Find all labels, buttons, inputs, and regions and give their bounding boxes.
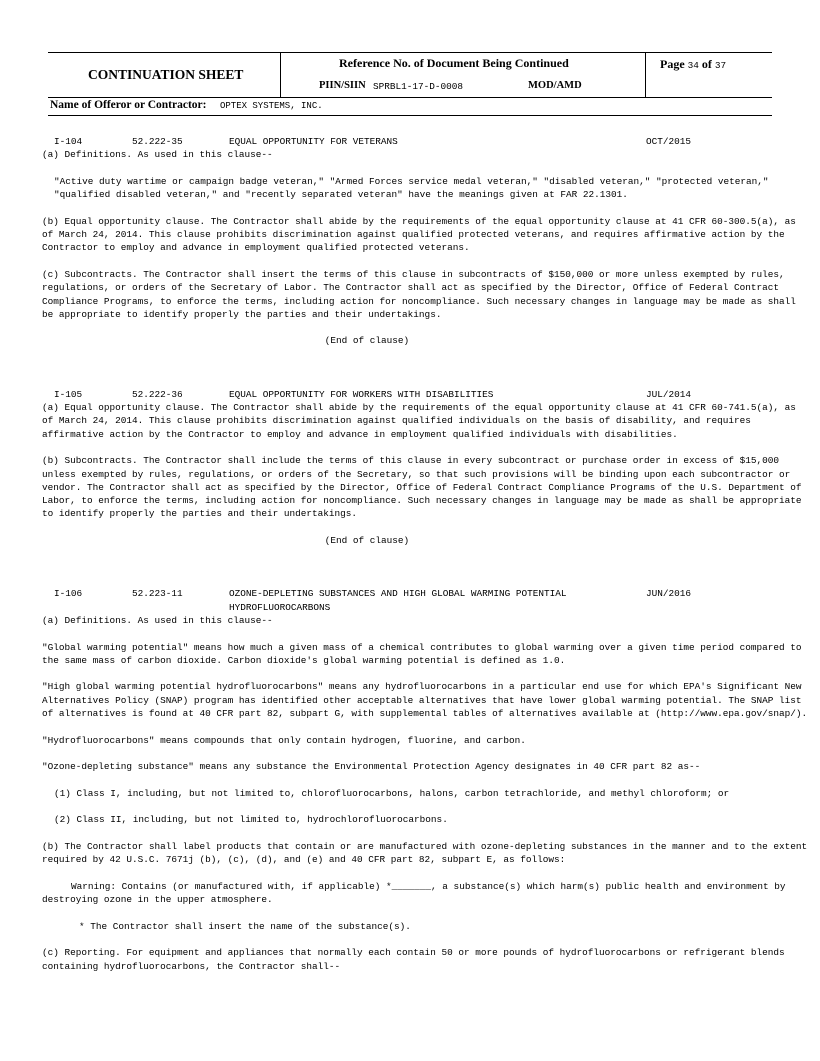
clause-paragraph: (b) Subcontracts. The Contractor shall include the terms of this clause in every subcontract or purchase order in excess of $15,000 unless exempted by rules, regulations, or orders of the Secretary, so that such provisions will be binding upon each subcontractor or vendor. The Contractor shall act as specified by the Director, Office of Federal Contract Compliance Programs of the U.S. Department of Labor, to enforce the terms, including action for noncompliance. Such necessary changes in language may be made as shall be appropriate to identify properly the parties and their undertakings. [42,455,802,520]
piin-label: PIIN/SIIN [319,80,366,91]
clause-paragraph: (2) Class II, including, but not limited to, hydrochlorofluorocarbons. [54,814,448,826]
clause-number: I-105 [54,388,83,400]
clause-paragraph: (a) Equal opportunity clause. The Contractor shall abide by the requirements of the equal opportunity clause at 41 CFR 60-741.5(a), as of March 24, 2014. This clause prohibits discrimination against qualified individuals on the basis of disability, and requires affirmative action by the Contractor to employ and advance in employment qualified individuals with disabilities. [42,402,796,440]
page-cell [646,53,772,97]
far-reference: 52.223-11 [132,588,183,600]
end-of-clause: (End of clause) [324,335,410,347]
clause-title: OZONE-DEPLETING SUBSTANCES AND HIGH GLOBAL WARMING POTENTIAL [229,588,567,600]
clause-number: I-104 [54,136,83,147]
clause-paragraph: "Ozone-depleting substance" means any substance the Environmental Protection Agency designates in 40 CFR part 82 as-- [42,761,701,773]
clause-number: I-106 [54,588,83,600]
of-label: of [701,57,712,71]
warning-paragraph: Warning: Contains (or manufactured with, if applicable) *_______, a substance(s) which harm(s) public health and environment by destroying ozone in the upper atmosphere. [42,880,786,906]
far-reference: 52.222-36 [132,388,183,400]
clause-paragraph: "High global warming potential hydrofluorocarbons" means any hydrofluorocarbons in a particular end use for which EPA's Significant New Alternatives Policy (SNAP) program has identified other acceptable alternatives that have lower global warming potential. The SNAP list of alternatives is found at 40 CFR part 82, subpart G, with supplemental tables of alternatives available at (http://www.epa.gov/snap/). [42,681,808,719]
clause-date: JUN/2016 [646,588,692,600]
document-body [42,135,812,973]
sheet-title: CONTINUATION SHEET [88,67,244,82]
clause-title: EQUAL OPPORTUNITY FOR WORKERS WITH DISABILITIES [229,388,494,400]
page-indicator [660,57,726,72]
clause-paragraph: (a) Definitions. As used in this clause-- [42,614,273,626]
piin-value: SPRBL1-17-D-0008 [373,81,464,92]
clause-paragraph: "Active duty wartime or campaign badge veteran," "Armed Forces service medal veteran," "disabled veteran," "protected veteran," "qualified disabled veteran," and "recently separated veteran" have the meanings given at FAR 22.1301. [54,175,769,201]
clause-paragraph: "Global warming potential" means how much a given mass of a chemical contributes to global warming over a given time period compared to the same mass of carbon dioxide. Carbon dioxide's global warming potential is defined as 1.0. [42,641,802,666]
offeror-name: OPTEX SYSTEMS, INC. [220,101,323,111]
reference-title: Reference No. of Document Being Continued [339,56,569,70]
clause-heading [42,135,812,148]
clause-paragraph: (c) Reporting. For equipment and appliances that normally each contain 50 or more pounds of hydrofluorocarbons or refrigerant blends containing hydrofluorocarbons, the Contractor shall-- [42,947,785,972]
clause-paragraph: (a) Definitions. As used in this clause-- [42,149,273,161]
clause-title-continued: HYDROFLUOROCARBONS [229,601,331,613]
clause-paragraph: "Hydrofluorocarbons" means compounds that only contain hydrogen, fluorine, and carbon. [42,734,526,746]
page-total: 37 [714,60,727,71]
mod-amd-label: MOD/AMD [528,80,582,91]
clause-paragraph: (1) Class I, including, but not limited to, chlorofluorocarbons, halons, carbon tetrachloride, and methyl chloroform; or [54,787,730,799]
clause-paragraph: (b) The Contractor shall label products that contain or are manufactured with ozone-depleting substances in the manner and to the extent required by 42 U.S.C. 7671j (b), (c), (d), and (e) and 40 CFR part 82, subpart E, as follows: [42,840,808,866]
clause-paragraph: (b) Equal opportunity clause. The Contractor shall abide by the requirements of the equal opportunity clause at 41 CFR 60-300.5(a), as of March 24, 2014. This clause prohibits discrimination against qualified protected veterans, and requires affirmative action by the Contractor to employ and advance in employment qualified protected veterans. [42,215,796,254]
far-reference: 52.222-35 [132,136,183,147]
clause-heading [42,388,812,401]
clause-date: OCT/2015 [646,136,692,147]
clause-paragraph: * The Contractor shall insert the name of the substance(s). [79,920,411,932]
clause-date: JUL/2014 [646,388,692,400]
end-of-clause: (End of clause) [324,535,410,547]
continuation-sheet-header [48,52,772,98]
page-label: Page [660,57,685,71]
reference-cell [281,53,646,97]
title-cell [48,53,281,97]
page-number: 34 [687,60,699,71]
offeror-row [48,96,772,116]
clause-paragraph: (c) Subcontracts. The Contractor shall insert the terms of this clause in subcontracts of $150,000 or more unless exempted by rules, regulations, or orders of the Secretary of Labor. The Contractor shall act as specified by the Director, Office of Federal Contract Compliance Programs, to enforce the terms, including action for noncompliance. Such necessary changes in language may be made as shall be appropriate to identify properly the parties and their undertakings. [42,268,796,320]
clause-title: EQUAL OPPORTUNITY FOR VETERANS [229,136,398,147]
offeror-label: Name of Offeror or Contractor: [50,99,207,111]
clause-heading [42,587,812,600]
